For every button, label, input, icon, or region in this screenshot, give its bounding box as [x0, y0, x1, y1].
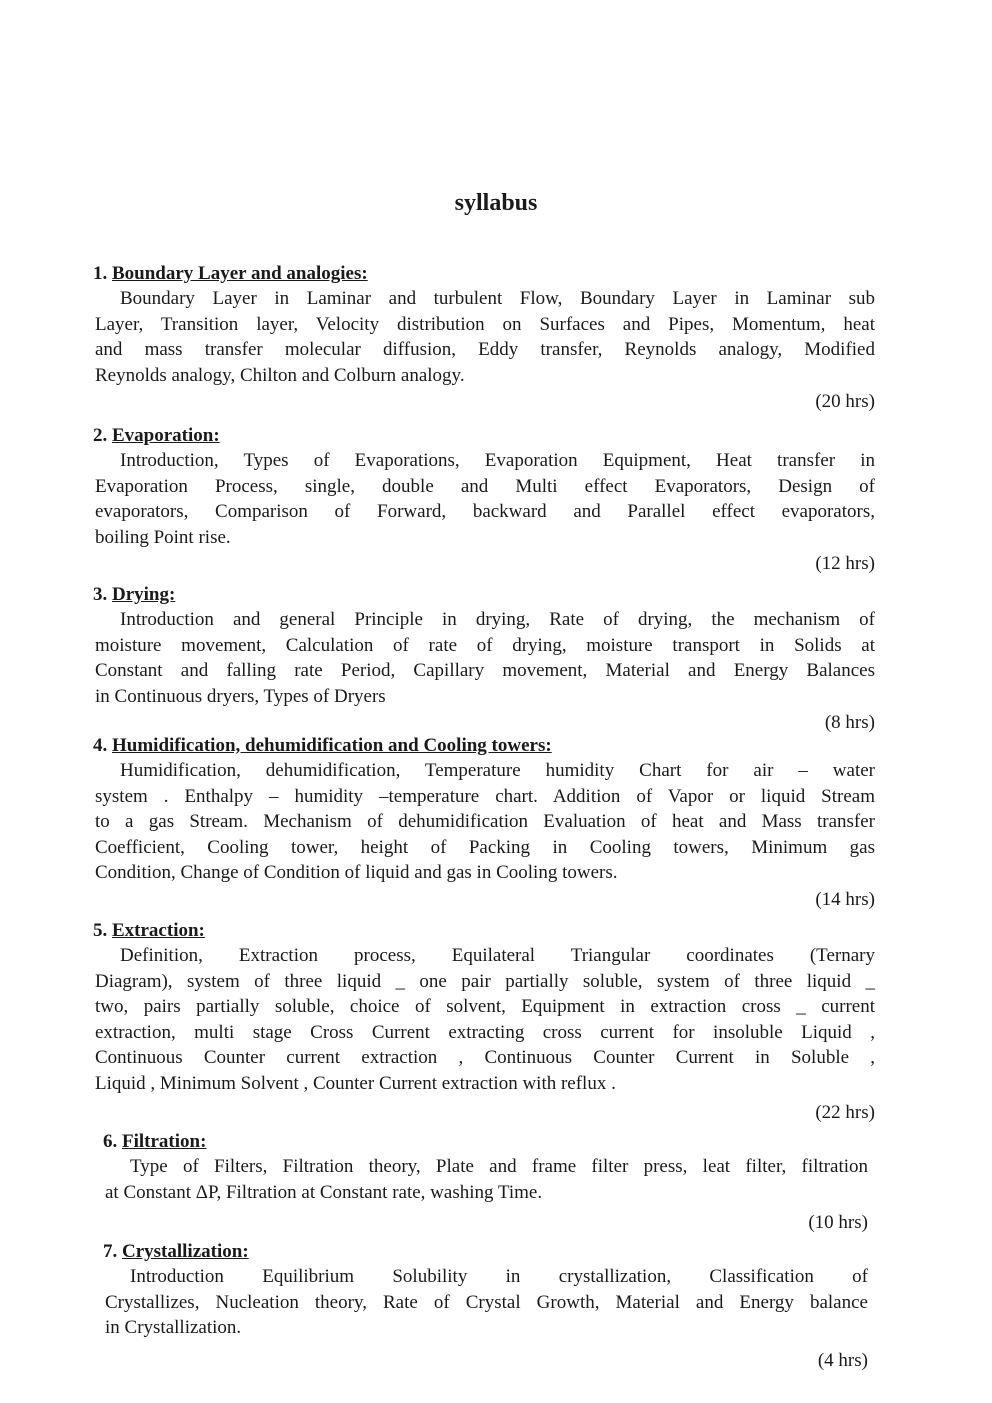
- body-line: boiling Point rise.: [95, 526, 231, 548]
- body-line: in Continuous dryers, Types of Dryers: [95, 685, 386, 707]
- section-body: [95, 607, 875, 709]
- section-title: Crystallization:: [122, 1241, 249, 1262]
- section-body: [105, 1264, 868, 1341]
- syllabus-section: [93, 583, 875, 736]
- syllabus-section: [93, 734, 875, 913]
- body-line: Type of Filters, Filtration theory, Plate and frame filter press, leat filter, filtration: [130, 1156, 868, 1177]
- section-number: 2.: [93, 425, 108, 446]
- section-heading: [93, 919, 875, 943]
- body-line: Liquid , Minimum Solvent , Counter Current extraction with reflux .: [95, 1072, 616, 1094]
- section-body: [95, 448, 875, 550]
- body-line: Evaporation Process, single, double and Multi effect Evaporators, Design of: [95, 475, 875, 497]
- section-body: [105, 1154, 868, 1205]
- section-body: [95, 758, 875, 886]
- section-heading: [93, 262, 875, 286]
- syllabus-section: [103, 1240, 868, 1374]
- body-line: Introduction, Types of Evaporations, Evaporation Equipment, Heat transfer in: [120, 450, 875, 471]
- section-hours: (8 hrs): [824, 712, 875, 734]
- body-line: Introduction and general Principle in drying, Rate of drying, the mechanism of: [120, 609, 875, 630]
- body-line: Layer, Transition layer, Velocity distribution on Surfaces and Pipes, Momentum, heat: [95, 313, 875, 335]
- section-number: 7.: [103, 1241, 118, 1262]
- section-heading: [103, 1240, 868, 1264]
- body-line: Diagram), system of three liquid _ one pair partially soluble, system of three liquid _: [95, 970, 875, 992]
- section-heading: [93, 734, 875, 758]
- section-body: [95, 943, 875, 1097]
- section-number: 4.: [93, 735, 108, 756]
- page-title: syllabus: [454, 190, 538, 216]
- body-line: Reynolds analogy, Chilton and Colburn analogy.: [95, 364, 465, 386]
- section-title: Extraction:: [112, 920, 205, 941]
- section-number: 5.: [93, 920, 108, 941]
- section-body: [95, 286, 875, 388]
- section-hours: (12 hrs): [815, 553, 875, 575]
- section-hours: (14 hrs): [815, 888, 875, 910]
- body-line: extraction, multi stage Cross Current extracting cross current for insoluble Liquid ,: [95, 1021, 875, 1043]
- section-hours: (20 hrs): [815, 391, 875, 413]
- section-heading: [93, 583, 875, 607]
- syllabus-section: [93, 262, 875, 415]
- body-line: in Crystallization.: [105, 1317, 242, 1339]
- body-line: two, pairs partially soluble, choice of solvent, Equipment in extraction cross _ current: [95, 996, 875, 1018]
- section-number: 6.: [103, 1131, 118, 1152]
- body-line: Crystallizes, Nucleation theory, Rate of Crystal Growth, Material and Energy balance: [105, 1291, 868, 1313]
- body-line: Condition, Change of Condition of liquid and gas in Cooling towers.: [95, 862, 618, 884]
- section-title: Humidification, dehumidification and Cooling towers:: [112, 735, 552, 756]
- section-number: 1.: [93, 263, 108, 284]
- section-hours: (22 hrs): [815, 1101, 875, 1123]
- section-title: Boundary Layer and analogies:: [112, 263, 368, 284]
- body-line: Coefficient, Cooling tower, height of Packing in Cooling towers, Minimum gas: [95, 836, 875, 858]
- body-line: Definition, Extraction process, Equilateral Triangular coordinates (Ternary: [120, 945, 875, 966]
- section-number: 3.: [93, 584, 108, 605]
- body-line: moisture movement, Calculation of rate of drying, moisture transport in Solids at: [95, 634, 875, 656]
- body-line: Introduction Equilibrium Solubility in crystallization, Classification of: [130, 1266, 868, 1287]
- section-heading: [103, 1130, 868, 1154]
- section-heading: [93, 424, 875, 448]
- syllabus-section: [93, 919, 875, 1126]
- body-line: Boundary Layer in Laminar and turbulent Flow, Boundary Layer in Laminar sub: [120, 288, 875, 309]
- body-line: Continuous Counter current extraction , Continuous Counter Current in Soluble ,: [95, 1047, 875, 1069]
- body-line: at Constant ΔP, Filtration at Constant rate, washing Time.: [105, 1181, 543, 1203]
- body-line: system . Enthalpy – humidity –temperature chart. Addition of Vapor or liquid Stream: [95, 785, 875, 807]
- section-title: Evaporation:: [112, 425, 220, 446]
- section-title: Filtration:: [122, 1131, 207, 1152]
- body-line: and mass transfer molecular diffusion, Eddy transfer, Reynolds analogy, Modified: [95, 339, 875, 361]
- section-title: Drying:: [112, 584, 176, 605]
- body-line: Humidification, dehumidification, Temperature humidity Chart for air – water: [120, 760, 875, 781]
- section-hours: (4 hrs): [817, 1349, 868, 1371]
- body-line: to a gas Stream. Mechanism of dehumidification Evaluation of heat and Mass transfer: [95, 811, 875, 833]
- body-line: Constant and falling rate Period, Capillary movement, Material and Energy Balances: [95, 660, 875, 682]
- body-line: evaporators, Comparison of Forward, backward and Parallel effect evaporators,: [95, 501, 875, 523]
- syllabus-section: [103, 1130, 868, 1236]
- syllabus-section: [93, 424, 875, 577]
- section-hours: (10 hrs): [808, 1212, 868, 1234]
